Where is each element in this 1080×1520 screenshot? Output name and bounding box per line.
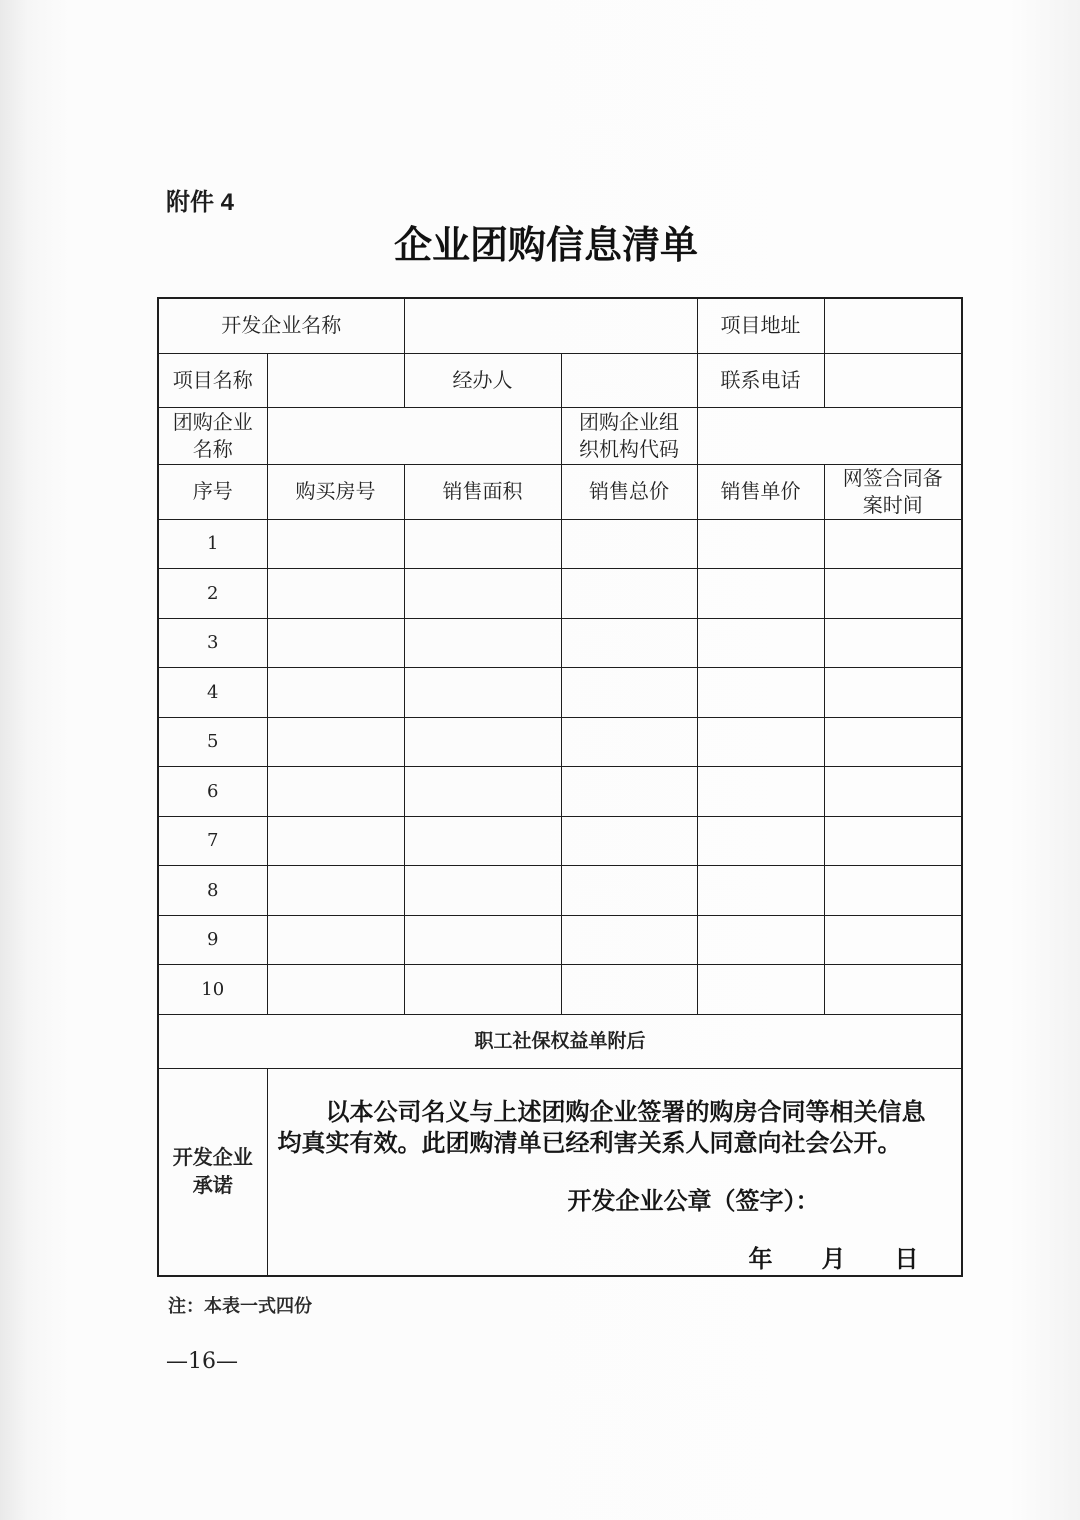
filing-time-cell [824,519,962,569]
sale-area-cell [404,866,561,916]
column-header-unit-price: 销售单价 [697,464,824,519]
unit-price-cell [697,767,824,817]
total-price-cell [561,618,697,668]
buyer-org-code-label [561,407,697,464]
room-no-cell [267,668,404,718]
room-no-cell [267,569,404,619]
date-line [749,1245,919,1275]
header-line: 网签合同备 [842,465,943,490]
room-no-cell [267,816,404,866]
table-row [158,965,962,1015]
room-no-cell [267,618,404,668]
sale-area-cell [404,915,561,965]
commitment-box [268,1069,962,1275]
table-row [158,816,962,866]
filing-time-cell [824,569,962,619]
table-row [158,767,962,817]
label-line: 团购企业 [172,409,253,434]
filing-time-cell [824,618,962,668]
handler-value-cell [561,353,697,407]
date-day-label: 日 [894,1245,919,1273]
buyer-org-code-value-cell [697,407,962,464]
buyer-company-name-value-cell [267,407,561,464]
unit-price-cell [697,618,824,668]
column-header-seq: 序号 [158,464,267,519]
room-no-cell [267,767,404,817]
label-line: 承诺 [192,1174,233,1197]
sale-area-cell [404,717,561,767]
unit-price-cell [697,965,824,1015]
filing-time-cell [824,866,962,916]
row-number: 7 [158,816,267,866]
statement-line: 以本公司名义与上述团购企业签署的购房合同等相关信息 [325,1098,926,1126]
row-number: 5 [158,717,267,767]
table-row [158,569,962,619]
column-header-filing-time [824,464,962,519]
total-price-cell [561,668,697,718]
total-price-cell [561,915,697,965]
group-purchase-table [157,297,963,1277]
row-number: 9 [158,915,267,965]
table-row [158,915,962,965]
column-header-total-price: 销售总价 [561,464,697,519]
buyer-company-row [158,407,962,464]
statement-line: 均真实有效。此团购清单已经利害关系人同意向社会公开。 [277,1129,902,1157]
contact-phone-label: 联系电话 [697,353,824,407]
room-no-cell [267,717,404,767]
room-no-cell [267,866,404,916]
developer-name-label: 开发企业名称 [158,298,404,353]
label-line: 开发企业 [172,1146,253,1169]
unit-price-cell [697,866,824,916]
unit-price-cell [697,569,824,619]
filing-time-cell [824,767,962,817]
room-no-cell [267,915,404,965]
developer-name-value-cell [404,298,697,353]
seal-signature-label: 开发企业公章（签字）： [567,1187,820,1215]
sale-area-cell [404,519,561,569]
row-number: 4 [158,668,267,718]
total-price-cell [561,965,697,1015]
total-price-cell [561,519,697,569]
column-header-sale-area: 销售面积 [404,464,561,519]
buyer-company-name-label [158,407,267,464]
row-number: 1 [158,519,267,569]
table-row [158,866,962,916]
footnote: 注：本表一式四份 [168,1296,312,1316]
unit-price-cell [697,915,824,965]
table-row [158,717,962,767]
filing-time-cell [824,717,962,767]
total-price-cell [561,816,697,866]
row-number: 2 [158,569,267,619]
column-header-room-no: 购买房号 [267,464,404,519]
filing-time-cell [824,668,962,718]
header-line: 案时间 [862,492,923,517]
table-row [158,668,962,718]
project-address-value-cell [824,298,962,353]
sale-area-cell [404,668,561,718]
sale-area-cell [404,965,561,1015]
project-name-value-cell [267,353,404,407]
social-security-row [158,1014,962,1068]
unit-price-cell [697,519,824,569]
item-header-row [158,464,962,519]
contact-phone-value-cell [824,353,962,407]
date-year-label: 年 [748,1245,773,1273]
total-price-cell [561,866,697,916]
commitment-content-cell [267,1068,962,1276]
table-row [158,618,962,668]
unit-price-cell [697,717,824,767]
total-price-cell [561,767,697,817]
project-name-label: 项目名称 [158,353,267,407]
row-number: 3 [158,618,267,668]
label-line: 名称 [192,436,233,461]
commitment-row [158,1068,962,1276]
commitment-label [158,1068,267,1276]
sale-area-cell [404,618,561,668]
unit-price-cell [697,816,824,866]
row-number: 8 [158,866,267,916]
label-line: 织机构代码 [579,436,679,461]
unit-price-cell [697,668,824,718]
page-title: 企业团购信息清单 [393,222,698,267]
project-row [158,353,962,407]
total-price-cell [561,569,697,619]
sale-area-cell [404,816,561,866]
row-number: 10 [158,965,267,1015]
page-number: —16— [166,1349,238,1374]
filing-time-cell [824,816,962,866]
filing-time-cell [824,965,962,1015]
room-no-cell [267,519,404,569]
attachment-label: 附件 4 [166,189,235,216]
social-security-note: 职工社保权益单附后 [158,1014,962,1068]
sale-area-cell [404,569,561,619]
handler-label: 经办人 [404,353,561,407]
row-number: 6 [158,767,267,817]
sale-area-cell [404,767,561,817]
total-price-cell [561,717,697,767]
project-address-label: 项目地址 [697,298,824,353]
table-row [158,519,962,569]
commitment-statement [278,1097,926,1159]
filing-time-cell [824,915,962,965]
date-month-label: 月 [821,1245,846,1273]
label-line: 团购企业组 [579,409,679,434]
developer-row [158,298,962,353]
room-no-cell [267,965,404,1015]
